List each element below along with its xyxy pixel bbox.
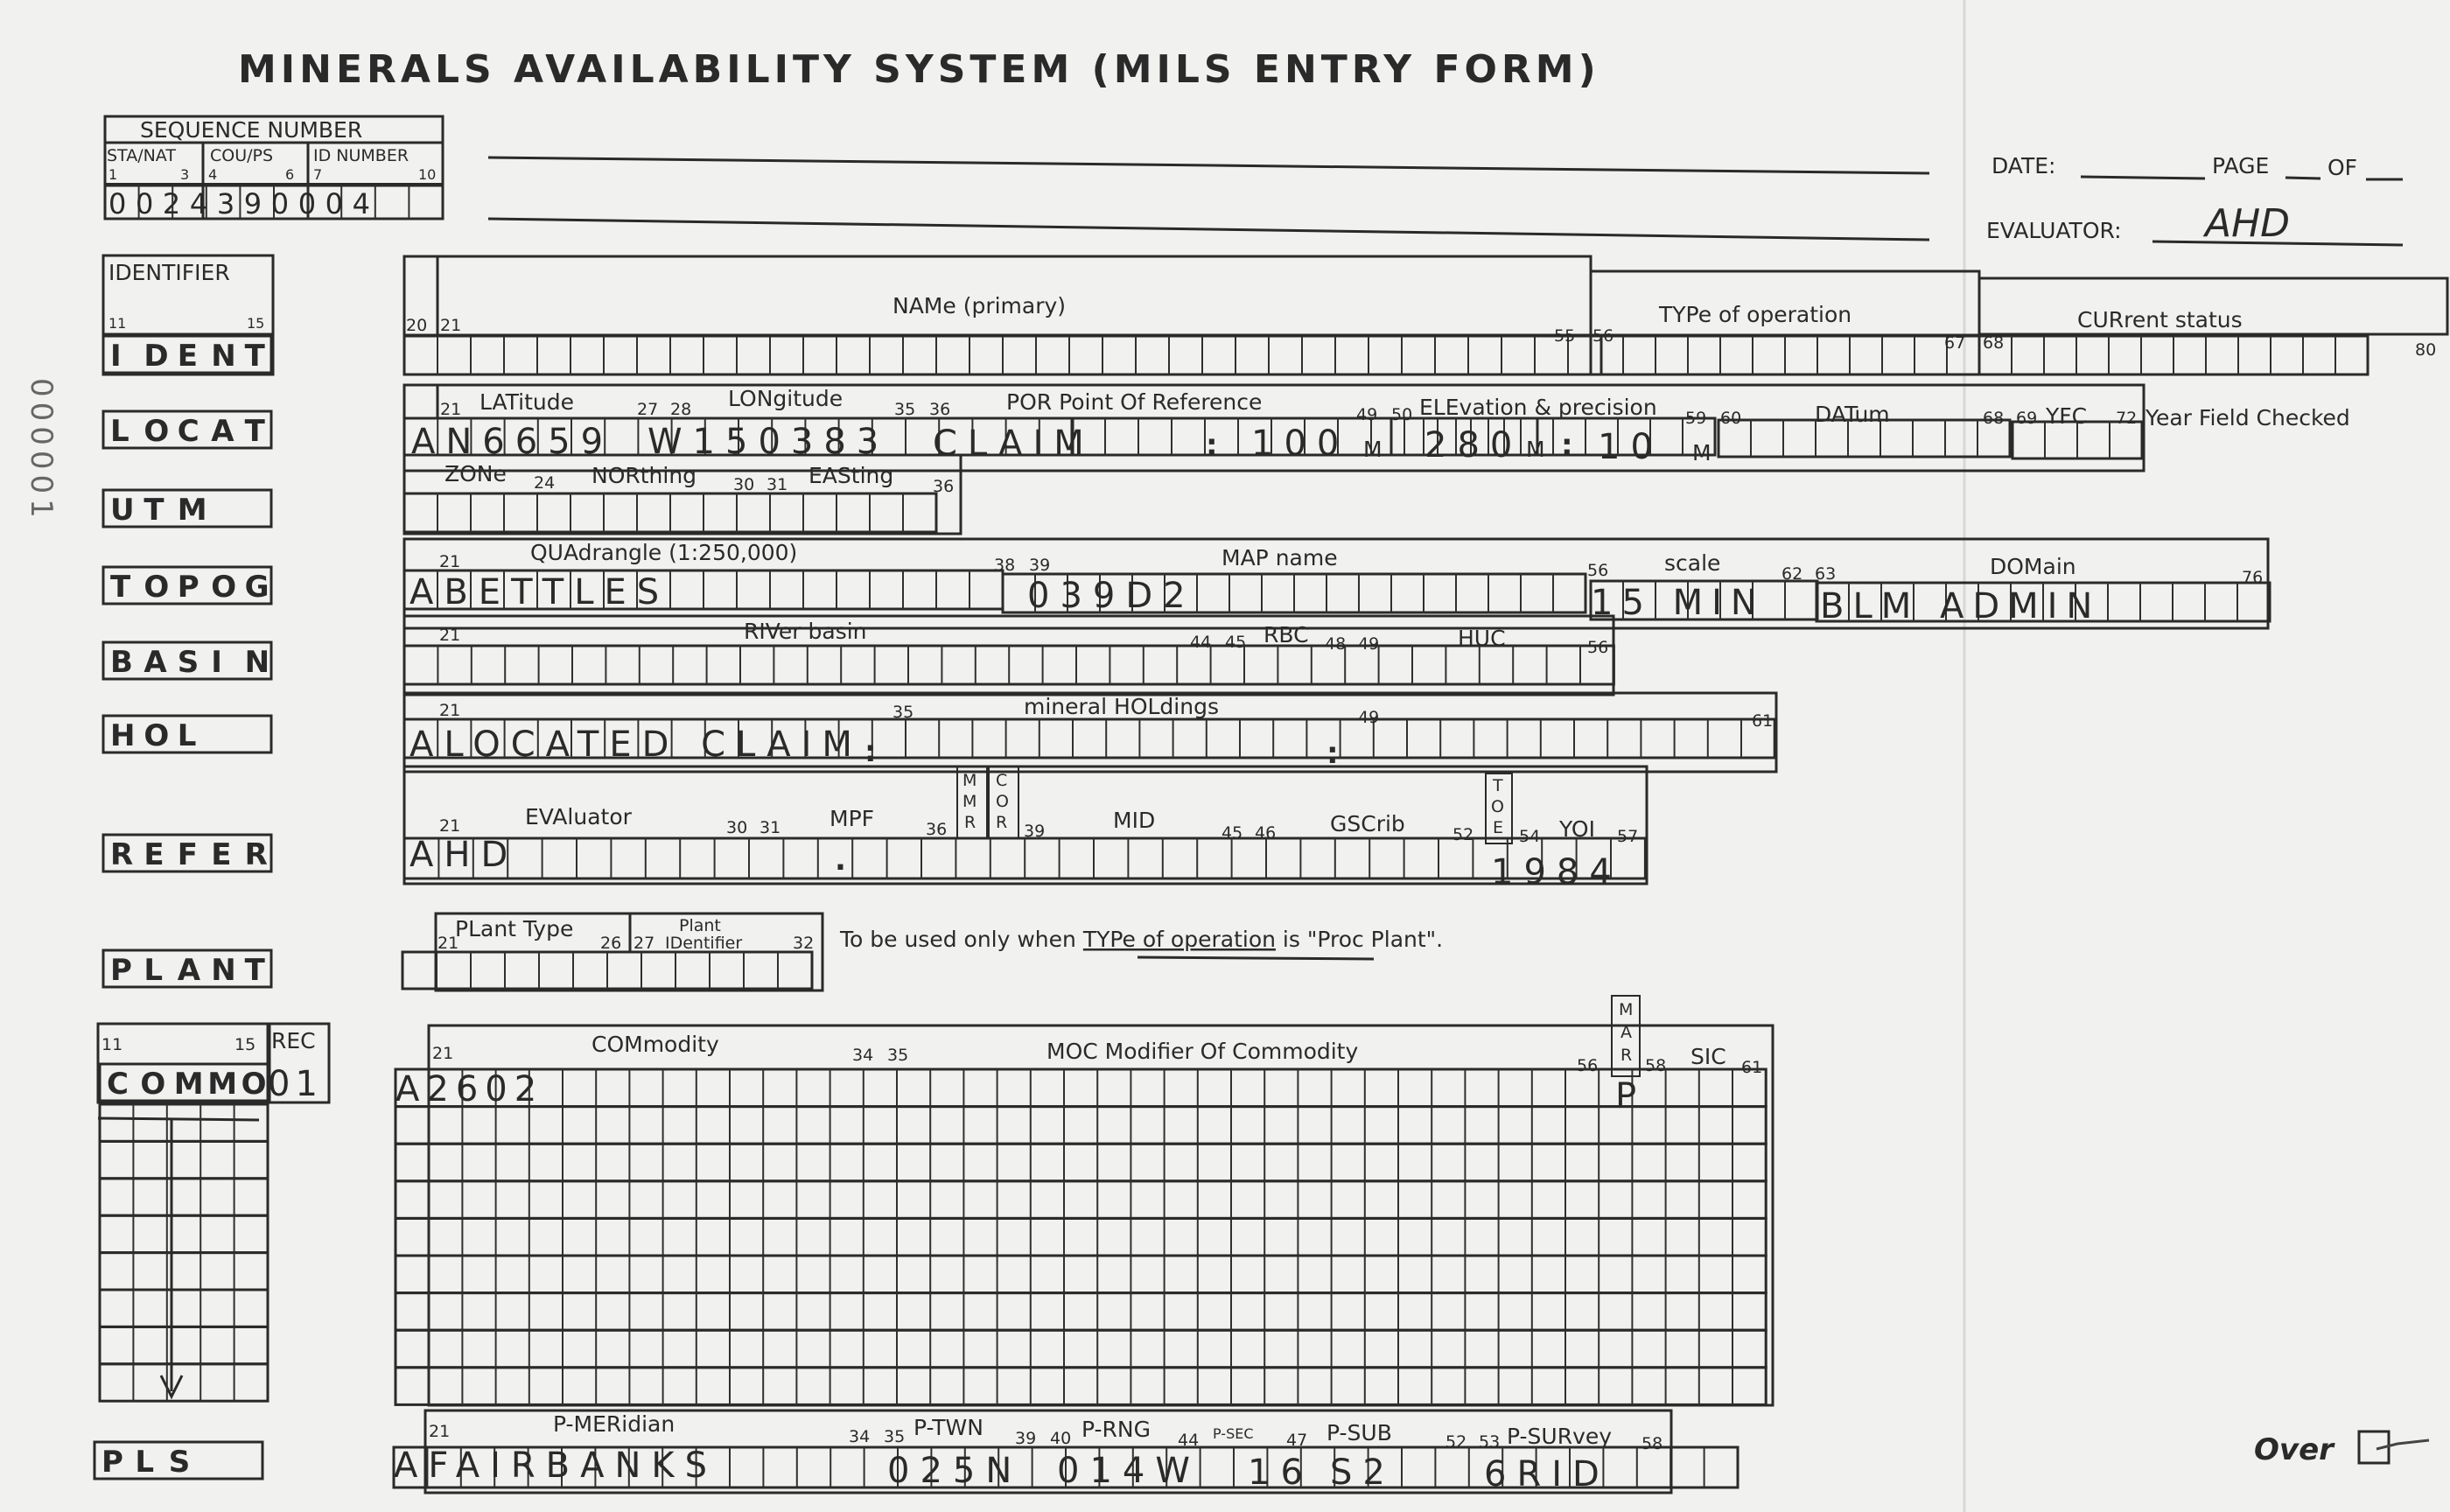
northing-label: NORthing — [592, 463, 697, 488]
plant-note — [839, 927, 1443, 952]
locat-col-60: 60 — [1720, 409, 1742, 428]
commo-code-letter: M — [207, 1067, 239, 1102]
seq-col-4: 4 — [208, 166, 218, 183]
commo-col-58: 58 — [1645, 1056, 1667, 1075]
pls-col-44: 44 — [1178, 1431, 1200, 1450]
yfc-full-label: Year Field Checked — [2146, 405, 2350, 430]
basin-col-49: 49 — [1358, 634, 1380, 654]
locat-col-49: 49 — [1356, 405, 1378, 424]
pls-col-58: 58 — [1642, 1434, 1663, 1453]
range-value: 014W — [1057, 1451, 1200, 1491]
basin-col-45: 45 — [1225, 633, 1247, 652]
pls-col-40: 40 — [1050, 1429, 1072, 1448]
refer-col-57: 57 — [1617, 827, 1639, 846]
elev-separator: : — [1561, 428, 1574, 463]
huc-label: HUC — [1458, 626, 1506, 651]
locat-col-69: 69 — [2016, 409, 2038, 428]
por-value: CLAIM — [933, 424, 1095, 464]
pls-col-34: 34 — [849, 1427, 871, 1446]
mid-label: MID — [1113, 808, 1156, 833]
pls-col-39: 39 — [1015, 1429, 1037, 1448]
basin-code-letter: A — [144, 645, 168, 680]
hol-code-letter: O — [144, 718, 171, 753]
toe-label-t: T — [1493, 776, 1503, 795]
refer-code-letter: E — [211, 837, 233, 872]
ident-col-20: 20 — [406, 316, 428, 335]
elev-unit-m: M — [1526, 437, 1545, 462]
quadrangle-value: ABETTLES — [410, 572, 670, 612]
topog-col-21: 21 — [439, 552, 461, 571]
topog-col-56: 56 — [1587, 561, 1609, 580]
refer-col-39: 39 — [1024, 822, 1046, 841]
commo-col-21: 21 — [432, 1044, 454, 1063]
por-separator: : — [1206, 428, 1219, 463]
seq-col-1: 1 — [108, 166, 118, 183]
longitude-label: LONgitude — [728, 386, 844, 411]
locat-col-21: 21 — [440, 400, 462, 419]
locat-col-68: 68 — [1983, 409, 2005, 428]
toe-label-o: O — [1491, 797, 1504, 816]
topog-code-letter: O — [211, 570, 238, 605]
plant-col-21: 21 — [438, 934, 459, 953]
locat-col-28: 28 — [670, 400, 692, 419]
date-label: DATE: — [1992, 153, 2056, 178]
name-label: NAMe (primary) — [892, 293, 1067, 318]
commodity-label: COMmodity — [592, 1032, 719, 1057]
range-label: P-RNG — [1082, 1417, 1151, 1442]
identifier-label: IDENTIFIER — [108, 260, 230, 285]
por-unit-m: M — [1363, 437, 1382, 462]
mmr-label-r: R — [964, 813, 976, 832]
sta-nat-label: STA/NAT — [107, 146, 176, 165]
commo-code-letter: M — [173, 1067, 205, 1102]
subdivision-value: S2 — [1330, 1452, 1396, 1493]
over-label: Over — [2254, 1432, 2334, 1467]
refer-col-52: 52 — [1452, 825, 1474, 844]
plant-note-type: TYPe of operation — [1082, 927, 1276, 952]
mmr-label-m2: M — [962, 792, 977, 811]
commo-code-letter: C — [107, 1067, 130, 1102]
basin-code-letter: N — [244, 645, 271, 680]
topog-col-76: 76 — [2242, 568, 2264, 587]
refer-col-45: 45 — [1222, 823, 1243, 843]
form-title: MINERALS AVAILABILITY SYSTEM (MILS ENTRY FORM) — [238, 47, 1600, 92]
mpf-label: MPF — [830, 806, 875, 831]
plant-code-letter: L — [144, 953, 164, 988]
river-basin-label: RIVer basin — [744, 619, 867, 644]
seq-col-7: 7 — [313, 166, 323, 183]
refer-code-letter: F — [177, 837, 200, 872]
topog-col-62: 62 — [1782, 564, 1803, 584]
elev-precision-value: 10 — [1598, 427, 1663, 467]
locat-col-59: 59 — [1685, 409, 1707, 428]
locat-code-letter: T — [244, 414, 266, 449]
mar-label-r: R — [1620, 1046, 1633, 1065]
commo-col-56: 56 — [1577, 1056, 1599, 1075]
rec-label: REC — [271, 1028, 316, 1054]
basin-col-21: 21 — [439, 626, 461, 645]
basin-col-48: 48 — [1325, 634, 1347, 654]
ident-code-letter: I — [110, 339, 122, 374]
locat-code-letter: O — [144, 414, 171, 449]
locat-col-35: 35 — [894, 400, 916, 419]
ident-col-15: 15 — [247, 315, 265, 332]
domain-label: DOMain — [1990, 554, 2076, 579]
locat-code-letter: A — [211, 414, 235, 449]
township-value: 025N — [887, 1451, 1023, 1491]
pls-col-35: 35 — [884, 1427, 906, 1446]
locat-col-72: 72 — [2116, 409, 2138, 428]
utm-col-24: 24 — [534, 473, 556, 493]
commo-code-letter: O — [241, 1067, 268, 1102]
topog-col-63: 63 — [1815, 564, 1837, 584]
commodity-value: A2602 — [396, 1069, 544, 1110]
pls-col-52: 52 — [1446, 1432, 1467, 1452]
elevation-label: ELEvation & precision — [1419, 395, 1657, 420]
locat-col-50: 50 — [1391, 405, 1413, 424]
type-label: TYPe of operation — [1659, 302, 1852, 327]
holdings-label: mineral HOLdings — [1024, 694, 1219, 719]
meridian-label: P-MERidian — [553, 1411, 676, 1437]
por-label: POR Point Of Reference — [1006, 389, 1263, 415]
utm-col-30: 30 — [733, 475, 755, 494]
locat-code-letter: C — [177, 414, 200, 449]
pls-col-53: 53 — [1479, 1432, 1501, 1452]
scale-value: 15 MIN — [1591, 583, 1766, 623]
plant-note-post: is "Proc Plant". — [1275, 927, 1444, 952]
hol-col-61: 61 — [1752, 711, 1774, 731]
topog-code-letter: G — [244, 570, 270, 605]
ident-col-55: 55 — [1554, 326, 1576, 346]
sequence-header: SEQUENCE NUMBER — [140, 117, 363, 143]
topog-code-letter: T — [110, 570, 132, 605]
hol-separator-1: : — [864, 734, 878, 769]
topog-code-letter: O — [144, 570, 171, 605]
cou-ps-label: COU/PS — [210, 146, 274, 165]
side-stamp-number: 000001 — [24, 378, 59, 523]
section-label: P-SEC — [1213, 1425, 1254, 1442]
quadrangle-label: QUAdrangle (1:250,000) — [530, 540, 798, 565]
moc-label: MOC Modifier Of Commodity — [1046, 1039, 1359, 1064]
commo-col-15: 15 — [234, 1035, 256, 1054]
hol-code-letter: H — [110, 718, 136, 753]
meridian-value: AFAIRBANKS — [394, 1446, 718, 1486]
pls-code-letter: P — [102, 1445, 124, 1480]
topog-col-39: 39 — [1029, 556, 1051, 575]
ident-col-11: 11 — [108, 315, 127, 332]
township-label: P-TWN — [914, 1415, 984, 1440]
id-number-label: ID NUMBER — [313, 146, 410, 165]
utm-col-36: 36 — [933, 477, 955, 496]
pls-col-47: 47 — [1286, 1431, 1308, 1450]
refer-col-30: 30 — [726, 818, 748, 837]
rec-value: 01 — [268, 1064, 323, 1104]
ident-col-21: 21 — [440, 316, 462, 335]
plant-label: Plant — [679, 916, 721, 935]
hol-col-35: 35 — [892, 703, 914, 722]
refer-col-46: 46 — [1255, 823, 1277, 843]
ident-col-68: 68 — [1983, 333, 2005, 353]
commo-col-35: 35 — [887, 1046, 909, 1065]
seq-col-6: 6 — [285, 166, 295, 183]
hol-col-49: 49 — [1358, 708, 1380, 727]
scale-label: scale — [1664, 550, 1721, 576]
pls-col-21: 21 — [429, 1422, 451, 1441]
evaluator-label: EVALUATOR: — [1986, 218, 2122, 243]
refer-code-letter: R — [244, 837, 269, 872]
commo-col-34: 34 — [852, 1046, 874, 1065]
mar-value: P — [1615, 1076, 1637, 1116]
section-value: 16 — [1248, 1452, 1313, 1493]
longitude-value: W150383 — [648, 422, 890, 462]
refer-col-21: 21 — [439, 816, 461, 836]
refer-col-31: 31 — [760, 818, 781, 837]
plant-code-letter: T — [244, 953, 266, 988]
elev-precision-unit-m: M — [1692, 440, 1712, 466]
ident-col-67: 67 — [1944, 333, 1966, 353]
basin-code-letter: S — [177, 645, 200, 680]
basin-col-44: 44 — [1190, 633, 1212, 652]
basin-col-56: 56 — [1587, 638, 1609, 657]
yfc-label: YFC — [2046, 403, 2088, 429]
plant-code-letter: N — [211, 953, 237, 988]
pls-code-letter: L — [135, 1445, 156, 1480]
domain-value: BLM ADMIN — [1820, 586, 2102, 626]
seq-col-3: 3 — [180, 166, 190, 183]
cor-label-c: C — [996, 771, 1008, 790]
subdivision-label: P-SUB — [1326, 1420, 1392, 1446]
plant-col-32: 32 — [793, 934, 815, 953]
plant-identifier-label: IDentifier — [665, 934, 743, 953]
mar-label-m: M — [1619, 1000, 1634, 1019]
of-label: OF — [2328, 155, 2358, 180]
refer-col-54: 54 — [1519, 827, 1541, 846]
hol-col-21: 21 — [439, 701, 461, 720]
topog-code-letter: P — [177, 570, 200, 605]
yoi-value: 1984 — [1491, 852, 1622, 892]
survey-label: P-SURvey — [1507, 1424, 1613, 1449]
pls-code-letter: S — [168, 1445, 192, 1480]
ident-code-letter: T — [244, 339, 266, 374]
plant-note-pre: To be used only when — [840, 927, 1083, 952]
plant-code-letter: P — [110, 953, 133, 988]
plant-col-26: 26 — [600, 934, 622, 953]
mar-label-a: A — [1620, 1023, 1632, 1042]
basin-code-letter: I — [211, 645, 223, 680]
locat-col-36: 36 — [929, 400, 951, 419]
ident-col-80: 80 — [2415, 340, 2437, 360]
ident-code-letter: D — [144, 339, 170, 374]
commo-code-letter: O — [140, 1067, 167, 1102]
holdings-value: ALOCATED CLAIM — [410, 724, 863, 765]
evaluator-initials: AHD — [2205, 201, 2291, 246]
cor-label-r: R — [996, 813, 1008, 832]
utm-col-31: 31 — [766, 475, 788, 494]
seq-col-10: 10 — [418, 166, 437, 183]
yoi-label: YOI — [1559, 816, 1595, 842]
page-label: PAGE — [2212, 153, 2270, 178]
mmr-label-m1: M — [962, 771, 977, 790]
date-field[interactable] — [2081, 177, 2205, 178]
locat-code-letter: L — [110, 414, 130, 449]
latitude-label: LATitude — [480, 389, 575, 415]
sic-label: SIC — [1690, 1044, 1726, 1069]
mpf-dot: . — [835, 843, 847, 878]
gscrib-label: GSCrib — [1330, 811, 1405, 836]
sequence-value: 0024390004 — [108, 187, 380, 220]
topog-col-38: 38 — [994, 556, 1016, 575]
utm-code-letter: U — [110, 493, 136, 528]
hol-code-letter: L — [177, 718, 198, 753]
map-name-value: 039D2 — [1027, 576, 1196, 616]
toe-label-e: E — [1493, 818, 1504, 837]
refer-code-letter: R — [110, 837, 135, 872]
zone-label: ZONe — [444, 461, 507, 486]
survey-value: 6RID — [1484, 1454, 1610, 1494]
por-precision-value: 100 — [1251, 424, 1350, 464]
commo-col-61: 61 — [1741, 1058, 1763, 1077]
utm-code-letter: M — [177, 493, 208, 528]
plant-type-label: PLant Type — [455, 916, 574, 942]
locat-col-27: 27 — [637, 400, 659, 419]
basin-code-letter: B — [110, 645, 134, 680]
ident-code-letter: N — [211, 339, 237, 374]
ident-col-56: 56 — [1592, 326, 1614, 346]
hol-separator-2: : — [1326, 736, 1340, 771]
commo-col-11: 11 — [102, 1035, 123, 1054]
ident-code-letter: E — [177, 339, 200, 374]
map-name-label: MAP name — [1222, 545, 1338, 570]
elevation-value: 280 — [1424, 425, 1523, 466]
rbc-label: RBC — [1264, 622, 1309, 648]
datum-label: DATum — [1815, 402, 1890, 427]
status-label: CURrent status — [2077, 307, 2243, 332]
plant-code-letter: A — [177, 953, 202, 988]
latitude-value: AN6659 — [411, 422, 614, 462]
plant-col-27: 27 — [634, 934, 655, 953]
refer-code-letter: E — [144, 837, 165, 872]
utm-code-letter: T — [144, 493, 165, 528]
evaluator-field-label: EVAluator — [525, 804, 632, 830]
easting-label: EASting — [808, 463, 894, 488]
cor-label-o: O — [996, 792, 1009, 811]
evaluator-value: AHD — [410, 835, 519, 875]
refer-col-36: 36 — [926, 820, 948, 839]
